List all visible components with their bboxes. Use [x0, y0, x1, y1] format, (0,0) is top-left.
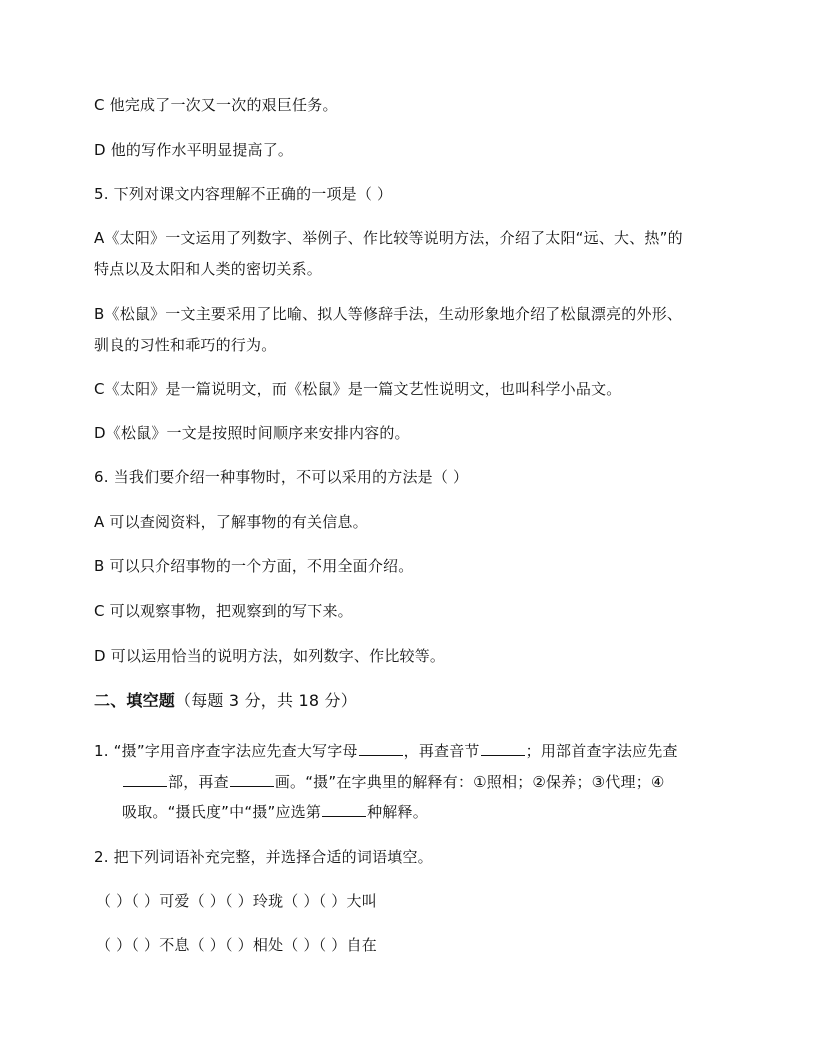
q6-option-a: A 可以查阅资料，了解事物的有关信息。 — [94, 513, 368, 531]
fill2-row1: （ ）（ ）可爱（ ）（ ）玲珑（ ）（ ）大叫 — [96, 892, 377, 910]
q5-option-b-line2: 驯良的习性和乖巧的行为。 — [94, 336, 277, 354]
fill1-text-g: 种解释。 — [367, 803, 428, 821]
fill1-line2 — [122, 772, 665, 792]
q5-option-d: D《松鼠》一文是按照时间顺序来安排内容的。 — [94, 424, 410, 442]
fill2-stem: 2. 把下列词语补充完整，并选择合适的词语填空。 — [94, 848, 433, 866]
q6-option-d: D 可以运用恰当的说明方法，如列数字、作比较等。 — [94, 647, 446, 665]
fill1-text-e: 画。“摄”在字典里的解释有：①照相；②保养；③代理；④ — [274, 773, 665, 791]
fill1-text-f: 吸取。“摄氏度”中“摄”应选第 — [122, 803, 322, 821]
answer-blank-letter[interactable] — [359, 741, 403, 756]
answer-blank-radical[interactable] — [123, 772, 167, 787]
section-score-note: （每题 3 分，共 18 分） — [175, 691, 357, 710]
answer-blank-meaning[interactable] — [322, 802, 366, 817]
fill1-text-c: ；用部首查字法应先查 — [525, 742, 678, 760]
q5-option-c: C《太阳》是一篇说明文，而《松鼠》是一篇文艺性说明文，也叫科学小品文。 — [94, 380, 622, 398]
q5-option-a-line1: A《太阳》一文运用了列数字、举例子、作比较等说明方法，介绍了太阳“远、大、热”的 — [94, 229, 683, 247]
answer-blank-syllable[interactable] — [481, 741, 525, 756]
fill1-line1 — [94, 741, 678, 761]
section-heading — [94, 691, 357, 711]
q6-option-b: B 可以只介绍事物的一个方面，不用全面介绍。 — [94, 557, 414, 575]
q6-stem: 6. 当我们要介绍一种事物时，不可以采用的方法是（ ） — [94, 468, 469, 486]
fill2-row2: （ ）（ ）不息（ ）（ ）相处（ ）（ ）自在 — [96, 936, 377, 954]
q4-option-c: C 他完成了一次又一次的艰巨任务。 — [94, 96, 338, 114]
fill1-text-b: ，再查音节 — [403, 742, 480, 760]
fill1-line3 — [122, 802, 428, 822]
answer-blank-strokes[interactable] — [230, 772, 274, 787]
fill1-text-d: 部，再查 — [168, 773, 229, 791]
q4-option-d: D 他的写作水平明显提高了。 — [94, 141, 294, 159]
q6-option-c: C 可以观察事物，把观察到的写下来。 — [94, 602, 353, 620]
q5-option-b-line1: B《松鼠》一文主要采用了比喻、拟人等修辞手法，生动形象地介绍了松鼠漂亮的外形、 — [94, 305, 683, 323]
q5-option-a-line2: 特点以及太阳和人类的密切关系。 — [94, 260, 323, 278]
section-title: 二、填空题 — [94, 691, 176, 710]
fill1-text-a: 1. “摄”字用音序查字法应先查大写字母 — [94, 742, 358, 760]
q5-stem: 5. 下列对课文内容理解不正确的一项是（ ） — [94, 185, 393, 203]
